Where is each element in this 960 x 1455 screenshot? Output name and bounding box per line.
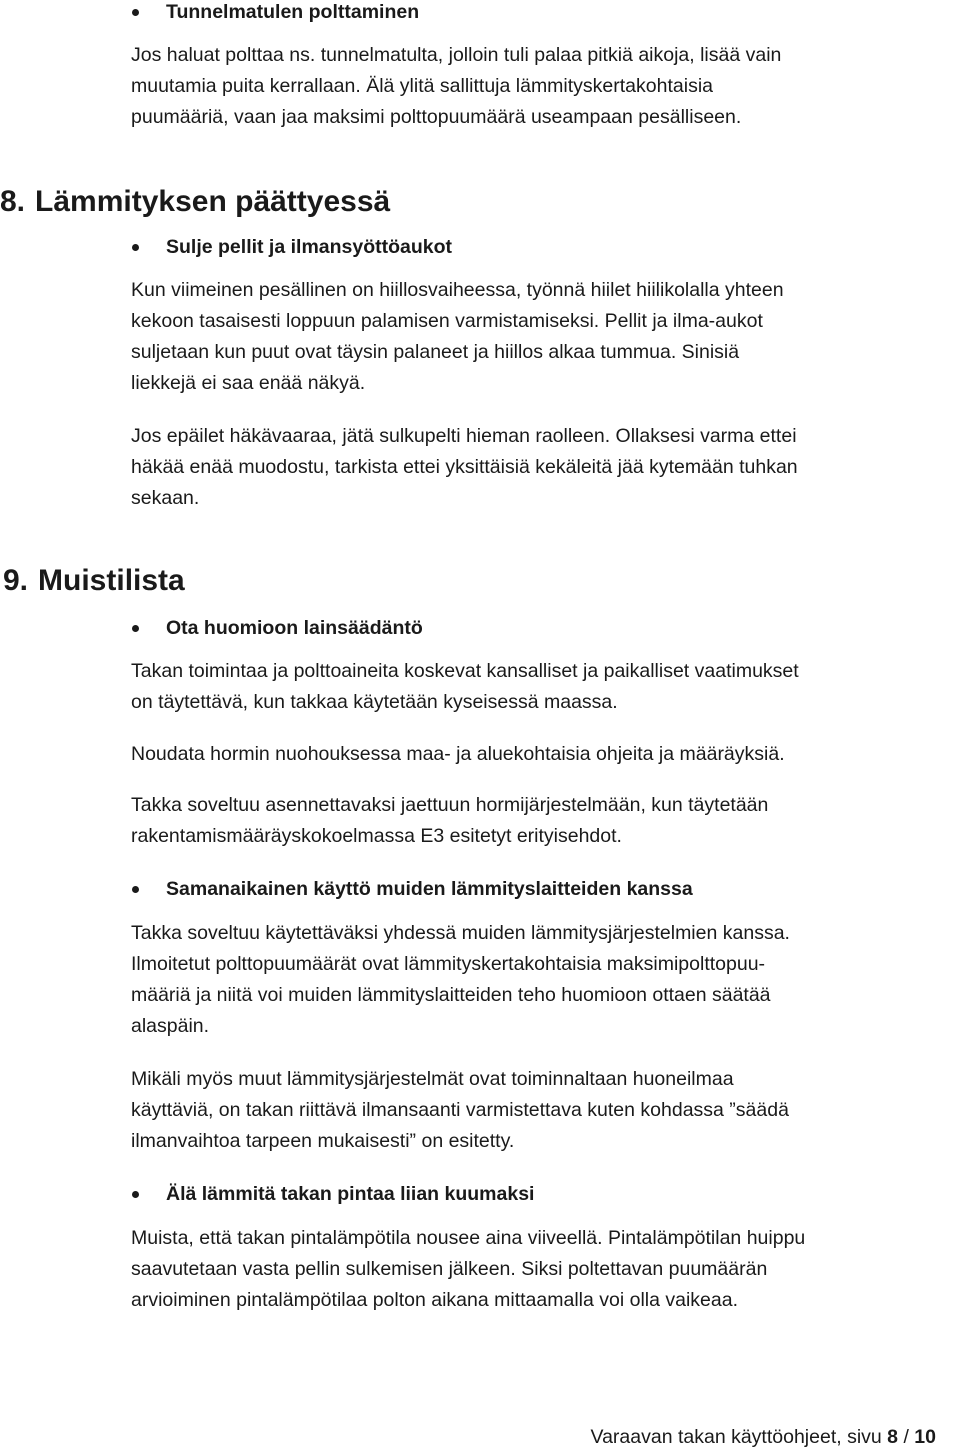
bullet-title: Sulje pellit ja ilmansyöttöaukot — [166, 236, 453, 258]
bullet-title: Ota huomioon lainsäädäntö — [166, 617, 423, 639]
paragraph-pintalampotila — [131, 1223, 951, 1316]
paragraph-nuohous — [131, 739, 951, 770]
bullet-dot-icon — [132, 244, 139, 251]
text-line: Jos epäilet häkävaaraa, jätä sulkupelti hieman raolleen. Ollaksesi varma ettei — [131, 425, 797, 447]
text-line: Takan toimintaa ja polttoaineita koskevat kansalliset ja paikalliset vaatimukset — [131, 660, 799, 682]
section-number: 8. — [0, 185, 26, 218]
paragraph-hiillos — [131, 275, 951, 399]
section-title: Muistilista — [38, 564, 185, 597]
footer-page-number: 8 — [887, 1426, 899, 1448]
text-line: Takka soveltuu käytettäväksi yhdessä muiden lämmitysjärjestelmien kanssa. — [131, 922, 790, 944]
text-line: alaspäin. — [131, 1015, 210, 1037]
footer-page-total: 10 — [914, 1426, 936, 1448]
text-line: muutamia puita kerrallaan. Älä ylitä sallittuja lämmityskertakohtaisia — [131, 75, 713, 97]
text-line: Muista, että takan pintalämpötila nousee aina viiveellä. Pintalämpötilan huippu — [131, 1227, 806, 1249]
text-line: sekaan. — [131, 487, 200, 509]
bullet-dot-icon — [132, 886, 139, 893]
text-line: ilmanvaihtoa tarpeen mukaisesti” on esitetty. — [131, 1130, 515, 1152]
text-line: Kun viimeinen pesällinen on hiillosvaiheessa, työnnä hiilet hiilikolalla yhteen — [131, 279, 784, 301]
text-line: rakentamismääräyskokoelmassa E3 esitetyt erityisehdot. — [131, 825, 622, 847]
bullet-title: Samanaikainen käyttö muiden lämmityslaitteiden kanssa — [166, 878, 693, 900]
paragraph-vaatimukset — [131, 656, 951, 718]
paragraph-ilmansaanti — [131, 1064, 951, 1157]
text-line: Mikäli myös muut lämmitysjärjestelmät ovat toiminnaltaan huoneilmaa — [131, 1068, 734, 1090]
paragraph-tunnelmatuli — [131, 40, 951, 133]
section-number: 9. — [3, 564, 29, 597]
text-line: käyttäviä, on takan riittävä ilmansaanti varmistettava kuten kohdassa ”säädä — [131, 1099, 789, 1121]
text-line: arvioiminen pintalämpötilaa polton aikana mittaamalla voi olla vaikeaa. — [131, 1289, 739, 1311]
page-footer — [591, 1424, 936, 1450]
footer-label: Varaavan takan käyttöohjeet, sivu — [590, 1426, 882, 1448]
text-line: saavutetaan vasta pellin sulkemisen jälkeen. Siksi poltettavan puumäärän — [131, 1258, 768, 1280]
paragraph-hormijarjestelma — [131, 790, 951, 852]
bullet-title: Tunnelmatulen polttaminen — [166, 1, 420, 23]
text-line: on täytettävä, kun takkaa käytetään kyseisessä maassa. — [131, 691, 618, 713]
bullet-dot-icon — [132, 9, 139, 16]
section-heading-8 — [0, 184, 390, 220]
paragraph-muut-lammitysjarjestelmat — [131, 918, 951, 1042]
text-line: määriä ja niitä voi muiden lämmityslaitteiden teho huomioon ottaen säätää — [131, 984, 771, 1006]
section-heading-9 — [3, 563, 185, 599]
text-line: suljetaan kun puut ovat täysin palaneet ja hiillos alkaa tummua. Sinisiä — [131, 341, 740, 363]
text-line: häkää enää muodostu, tarkista ettei yksittäisiä kekäleitä jää kytemään tuhkan — [131, 456, 798, 478]
text-line: Jos haluat polttaa ns. tunnelmatulta, jolloin tuli palaa pitkiä aikoja, lisää vain — [131, 44, 782, 66]
bullet-title: Älä lämmitä takan pintaa liian kuumaksi — [166, 1183, 535, 1205]
footer-separator: / — [903, 1426, 909, 1448]
section-title: Lämmityksen päättyessä — [35, 185, 391, 218]
bullet-dot-icon — [132, 625, 139, 632]
text-line: Takka soveltuu asennettavaksi jaettuun hormijärjestelmään, kun täytetään — [131, 794, 769, 816]
bullet-dot-icon — [132, 1191, 139, 1198]
text-line: puumääriä, vaan jaa maksimi polttopuumäärä useampaan pesälliseen. — [131, 106, 742, 128]
paragraph-hakavaara — [131, 421, 951, 514]
text-line: Ilmoitetut polttopuumäärät ovat lämmityskertakohtaisia maksimipolttopuu- — [131, 953, 766, 975]
text-line: kekoon tasaisesti loppuun palamisen varmistamiseksi. Pellit ja ilma-aukot — [131, 310, 763, 332]
text-line: Noudata hormin nuohouksessa maa- ja aluekohtaisia ohjeita ja määräyksiä. — [131, 743, 785, 765]
text-line: liekkejä ei saa enää näkyä. — [131, 372, 366, 394]
